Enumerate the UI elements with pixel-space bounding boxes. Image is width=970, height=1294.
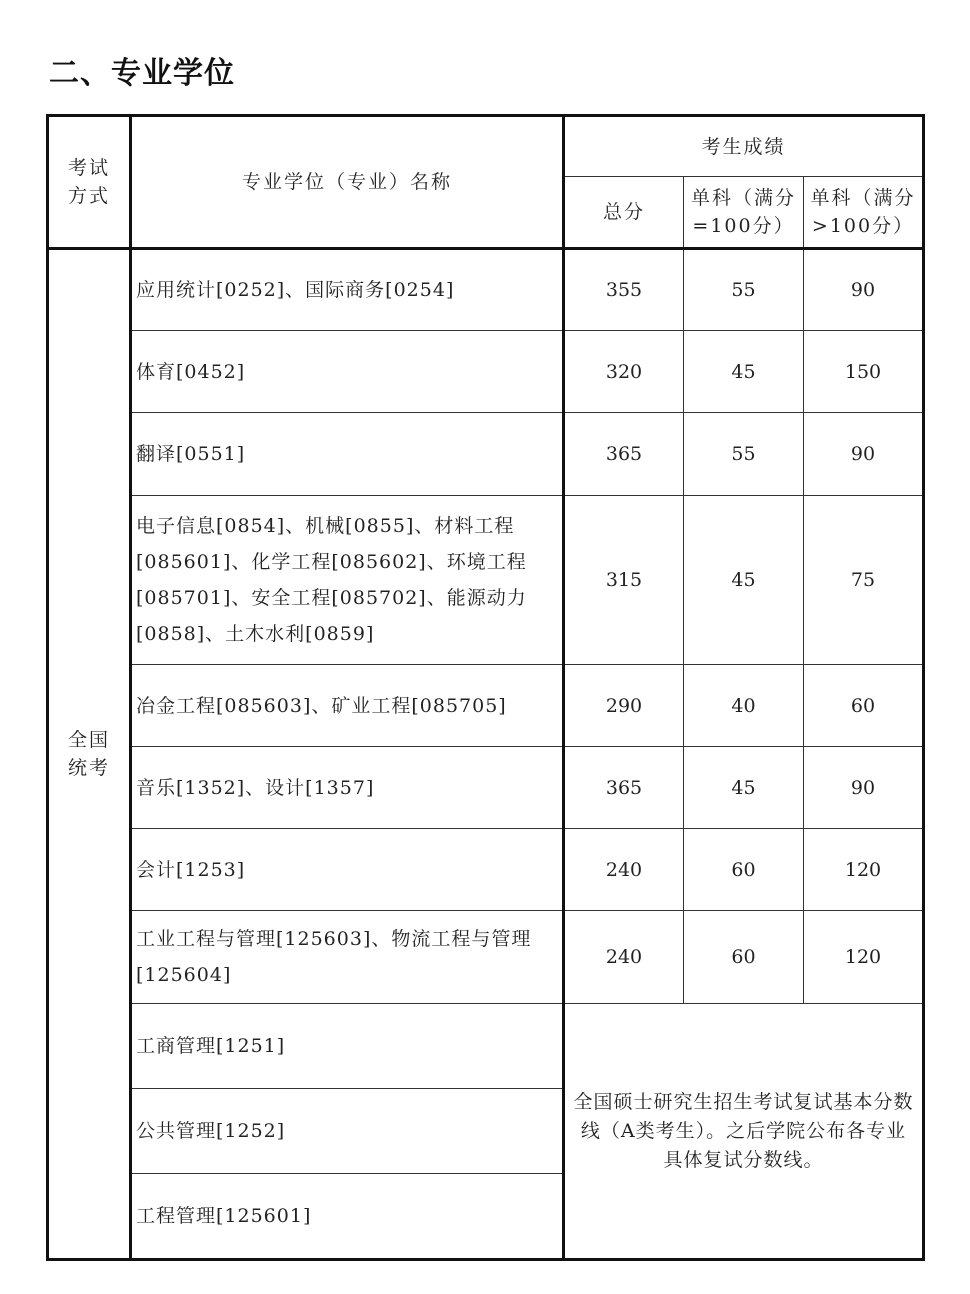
- single-over-100-score: 120: [804, 911, 924, 1004]
- header-method: 考试方式: [48, 116, 131, 249]
- total-score: 365: [564, 747, 684, 829]
- total-score: 355: [564, 249, 684, 331]
- single-100-score: 45: [684, 331, 804, 413]
- single-over-100-score: 90: [804, 249, 924, 331]
- degree-name: 工程管理[125601]: [131, 1174, 564, 1260]
- total-score: 315: [564, 496, 684, 665]
- degree-name: 体育[0452]: [131, 331, 564, 413]
- mgmt-note: 全国硕士研究生招生考试复试基本分数线（A类考生）。之后学院公布各专业具体复试分数线。: [564, 1004, 924, 1260]
- table-row: [48, 249, 924, 331]
- header-single-over-100: 单科（满分>100分）: [804, 177, 924, 249]
- degree-name: 应用统计[0252]、国际商务[0254]: [131, 249, 564, 331]
- method-cell: 全国统考: [48, 249, 131, 1260]
- total-score: 365: [564, 413, 684, 496]
- single-100-score: 60: [684, 829, 804, 911]
- single-over-100-score: 90: [804, 413, 924, 496]
- table-row: [48, 829, 924, 911]
- table-row: [48, 331, 924, 413]
- table-row: [48, 496, 924, 665]
- degree-name: 冶金工程[085603]、矿业工程[085705]: [131, 665, 564, 747]
- single-100-score: 55: [684, 413, 804, 496]
- degree-name: 音乐[1352]、设计[1357]: [131, 747, 564, 829]
- degree-name: 会计[1253]: [131, 829, 564, 911]
- degree-name: 翻译[0551]: [131, 413, 564, 496]
- single-100-score: 55: [684, 249, 804, 331]
- degree-name: 公共管理[1252]: [131, 1089, 564, 1174]
- total-score: 240: [564, 911, 684, 1004]
- score-table: [46, 114, 925, 1261]
- table-row: [48, 413, 924, 496]
- table-row: [48, 911, 924, 1004]
- single-100-score: 40: [684, 665, 804, 747]
- degree-name: 工商管理[1251]: [131, 1004, 564, 1089]
- header-total: 总分: [564, 177, 684, 249]
- single-100-score: 60: [684, 911, 804, 1004]
- header-scores-group: 考生成绩: [564, 116, 924, 177]
- total-score: 240: [564, 829, 684, 911]
- degree-name: 电子信息[0854]、机械[0855]、材料工程[085601]、化学工程[085602]、环境工程[085701]、安全工程[085702]、能源动力[0858]、土木水利[0859]: [131, 496, 564, 665]
- table-row: [48, 665, 924, 747]
- single-over-100-score: 150: [804, 331, 924, 413]
- table-row: [48, 1004, 924, 1089]
- degree-name: 工业工程与管理[125603]、物流工程与管理[125604]: [131, 911, 564, 1004]
- table-row: [48, 747, 924, 829]
- header-name: 专业学位（专业）名称: [131, 116, 564, 249]
- single-over-100-score: 120: [804, 829, 924, 911]
- single-100-score: 45: [684, 496, 804, 665]
- section-title: 二、专业学位: [49, 56, 235, 91]
- single-100-score: 45: [684, 747, 804, 829]
- header-single-100: 单科（满分=100分）: [684, 177, 804, 249]
- single-over-100-score: 90: [804, 747, 924, 829]
- single-over-100-score: 60: [804, 665, 924, 747]
- single-over-100-score: 75: [804, 496, 924, 665]
- total-score: 320: [564, 331, 684, 413]
- total-score: 290: [564, 665, 684, 747]
